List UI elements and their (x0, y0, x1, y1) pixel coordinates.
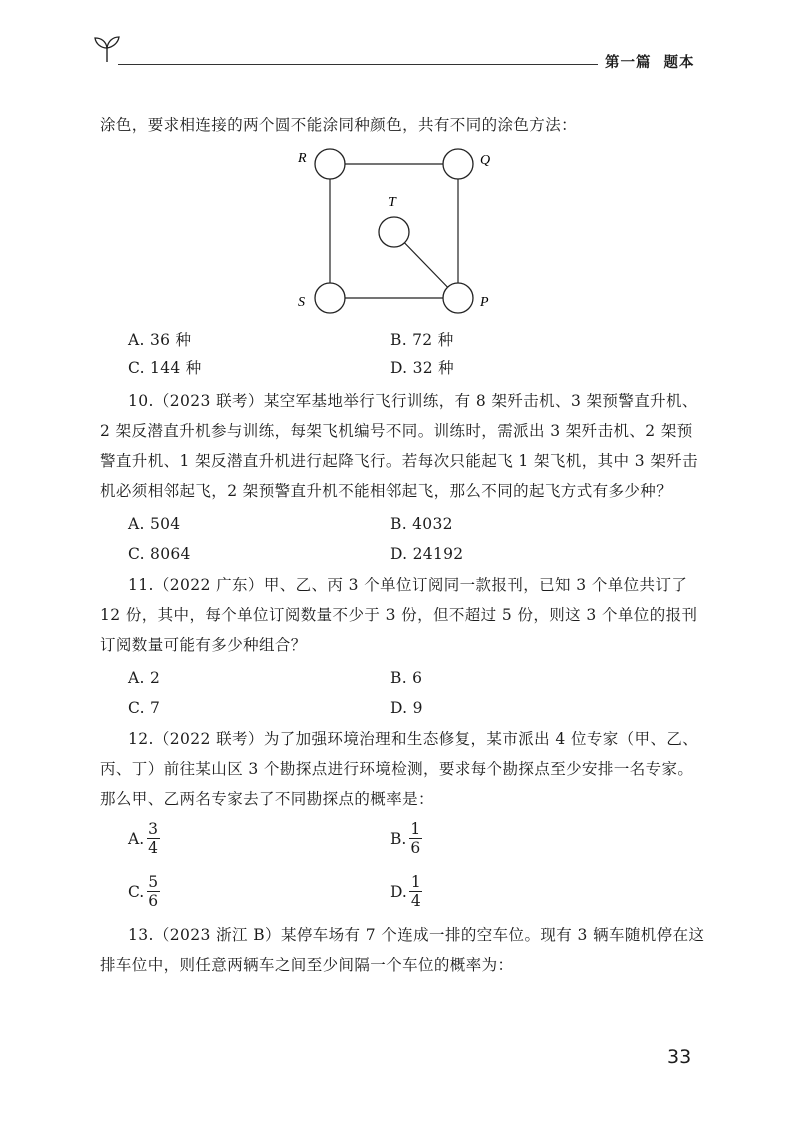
q10-line-2: 2 架反潜直升机参与训练，每架飞机编号不同。训练时，需派出 3 架歼击机、2 架预 (100, 422, 693, 440)
q12-option-c-numerator: 5 (148, 873, 159, 891)
q12-option-a-label: A. (128, 829, 145, 848)
q12-option-c-label: C. (128, 882, 145, 901)
sprout-icon (90, 32, 124, 66)
q10-option-a: A. 504 (128, 515, 181, 533)
q10-option-b: B. 4032 (390, 515, 453, 533)
node-s (315, 283, 345, 313)
q12-option-a (128, 820, 160, 857)
header-subtitle: 题本 (663, 55, 695, 71)
q12-option-d-label: D. (390, 882, 407, 901)
q12-line-3: 那么甲、乙两名专家去了不同勘探点的概率是： (100, 790, 434, 808)
header-title (605, 51, 695, 72)
label-q: Q (480, 153, 491, 168)
q12-option-d-denominator: 4 (410, 892, 421, 910)
label-s: S (298, 295, 305, 310)
q12-option-d (390, 873, 423, 910)
q11-line-3: 订阅数量可能有多少种组合？ (100, 636, 307, 654)
q9-option-b: B. 72 种 (390, 331, 454, 349)
q10-line-3: 警直升机、1 架反潜直升机进行起降飞行。若每次只能起飞 1 架飞机，其中 3 架歼击 (100, 452, 699, 470)
q9-stem: 涂色，要求相连接的两个圆不能涂同种颜色，共有不同的涂色方法： (100, 116, 578, 134)
q10-line-1: 10.（2023 联考）某空军基地举行飞行训练，有 8 架歼击机、3 架预警直升机、 (128, 392, 698, 410)
q11-line-2: 12 份，其中，每个单位订阅数量不少于 3 份，但不超过 5 份，则这 3 个单位的报刊 (100, 606, 698, 624)
header-section: 第一篇 (605, 55, 652, 71)
q13-line-1: 13.（2023 浙江 B）某停车场有 7 个连成一排的空车位。现有 3 辆车随机停在这 (128, 926, 705, 944)
q10-line-4: 机必须相邻起飞，2 架预警直升机不能相邻起飞，那么不同的起飞方式有多少种？ (100, 482, 673, 500)
page-header (0, 0, 800, 80)
q9-option-a: A. 36 种 (128, 331, 192, 349)
node-q (443, 149, 473, 179)
q9-option-c: C. 144 种 (128, 359, 202, 377)
q12-option-c-fraction (146, 873, 160, 910)
q11-option-b: B. 6 (390, 669, 423, 687)
q11-option-c: C. 7 (128, 699, 161, 717)
q9-circle-diagram (280, 140, 510, 330)
q12-option-c-denominator: 6 (148, 892, 159, 910)
page-number: 33 (667, 1046, 692, 1068)
node-p (443, 283, 473, 313)
q13-line-2: 排车位中，则任意两辆车之间至少间隔一个车位的概率为： (100, 956, 514, 974)
q12-option-d-fraction (409, 873, 423, 910)
node-t (379, 217, 409, 247)
q12-option-d-numerator: 1 (410, 873, 421, 891)
q12-option-b-denominator: 6 (410, 839, 421, 857)
q11-option-d: D. 9 (390, 699, 423, 717)
q10-option-c: C. 8064 (128, 545, 191, 563)
q11-line-1: 11.（2022 广东）甲、乙、丙 3 个单位订阅同一款报刊，已知 3 个单位共订了 (128, 576, 688, 594)
label-t: T (388, 195, 396, 210)
node-r (315, 149, 345, 179)
q12-option-a-numerator: 3 (148, 820, 158, 838)
q12-option-b-fraction (408, 820, 422, 857)
label-p: P (480, 295, 489, 310)
q12-line-2: 丙、丁）前往某山区 3 个勘探点进行环境检测，要求每个勘探点至少安排一名专家。 (100, 760, 694, 778)
q11-option-a: A. 2 (128, 669, 161, 687)
q12-option-b-numerator: 1 (410, 820, 421, 838)
q12-option-a-denominator: 4 (148, 839, 158, 857)
q12-option-c (128, 873, 160, 910)
header-rule (118, 64, 598, 65)
q10-option-d: D. 24192 (390, 545, 464, 563)
q12-option-a-fraction (146, 820, 160, 857)
label-r: R (298, 151, 307, 166)
q12-option-b-label: B. (390, 829, 407, 848)
q12-option-b (390, 820, 422, 857)
q12-line-1: 12.（2022 联考）为了加强环境治理和生态修复，某市派出 4 位专家（甲、乙、 (128, 730, 699, 748)
q9-option-d: D. 32 种 (390, 359, 454, 377)
